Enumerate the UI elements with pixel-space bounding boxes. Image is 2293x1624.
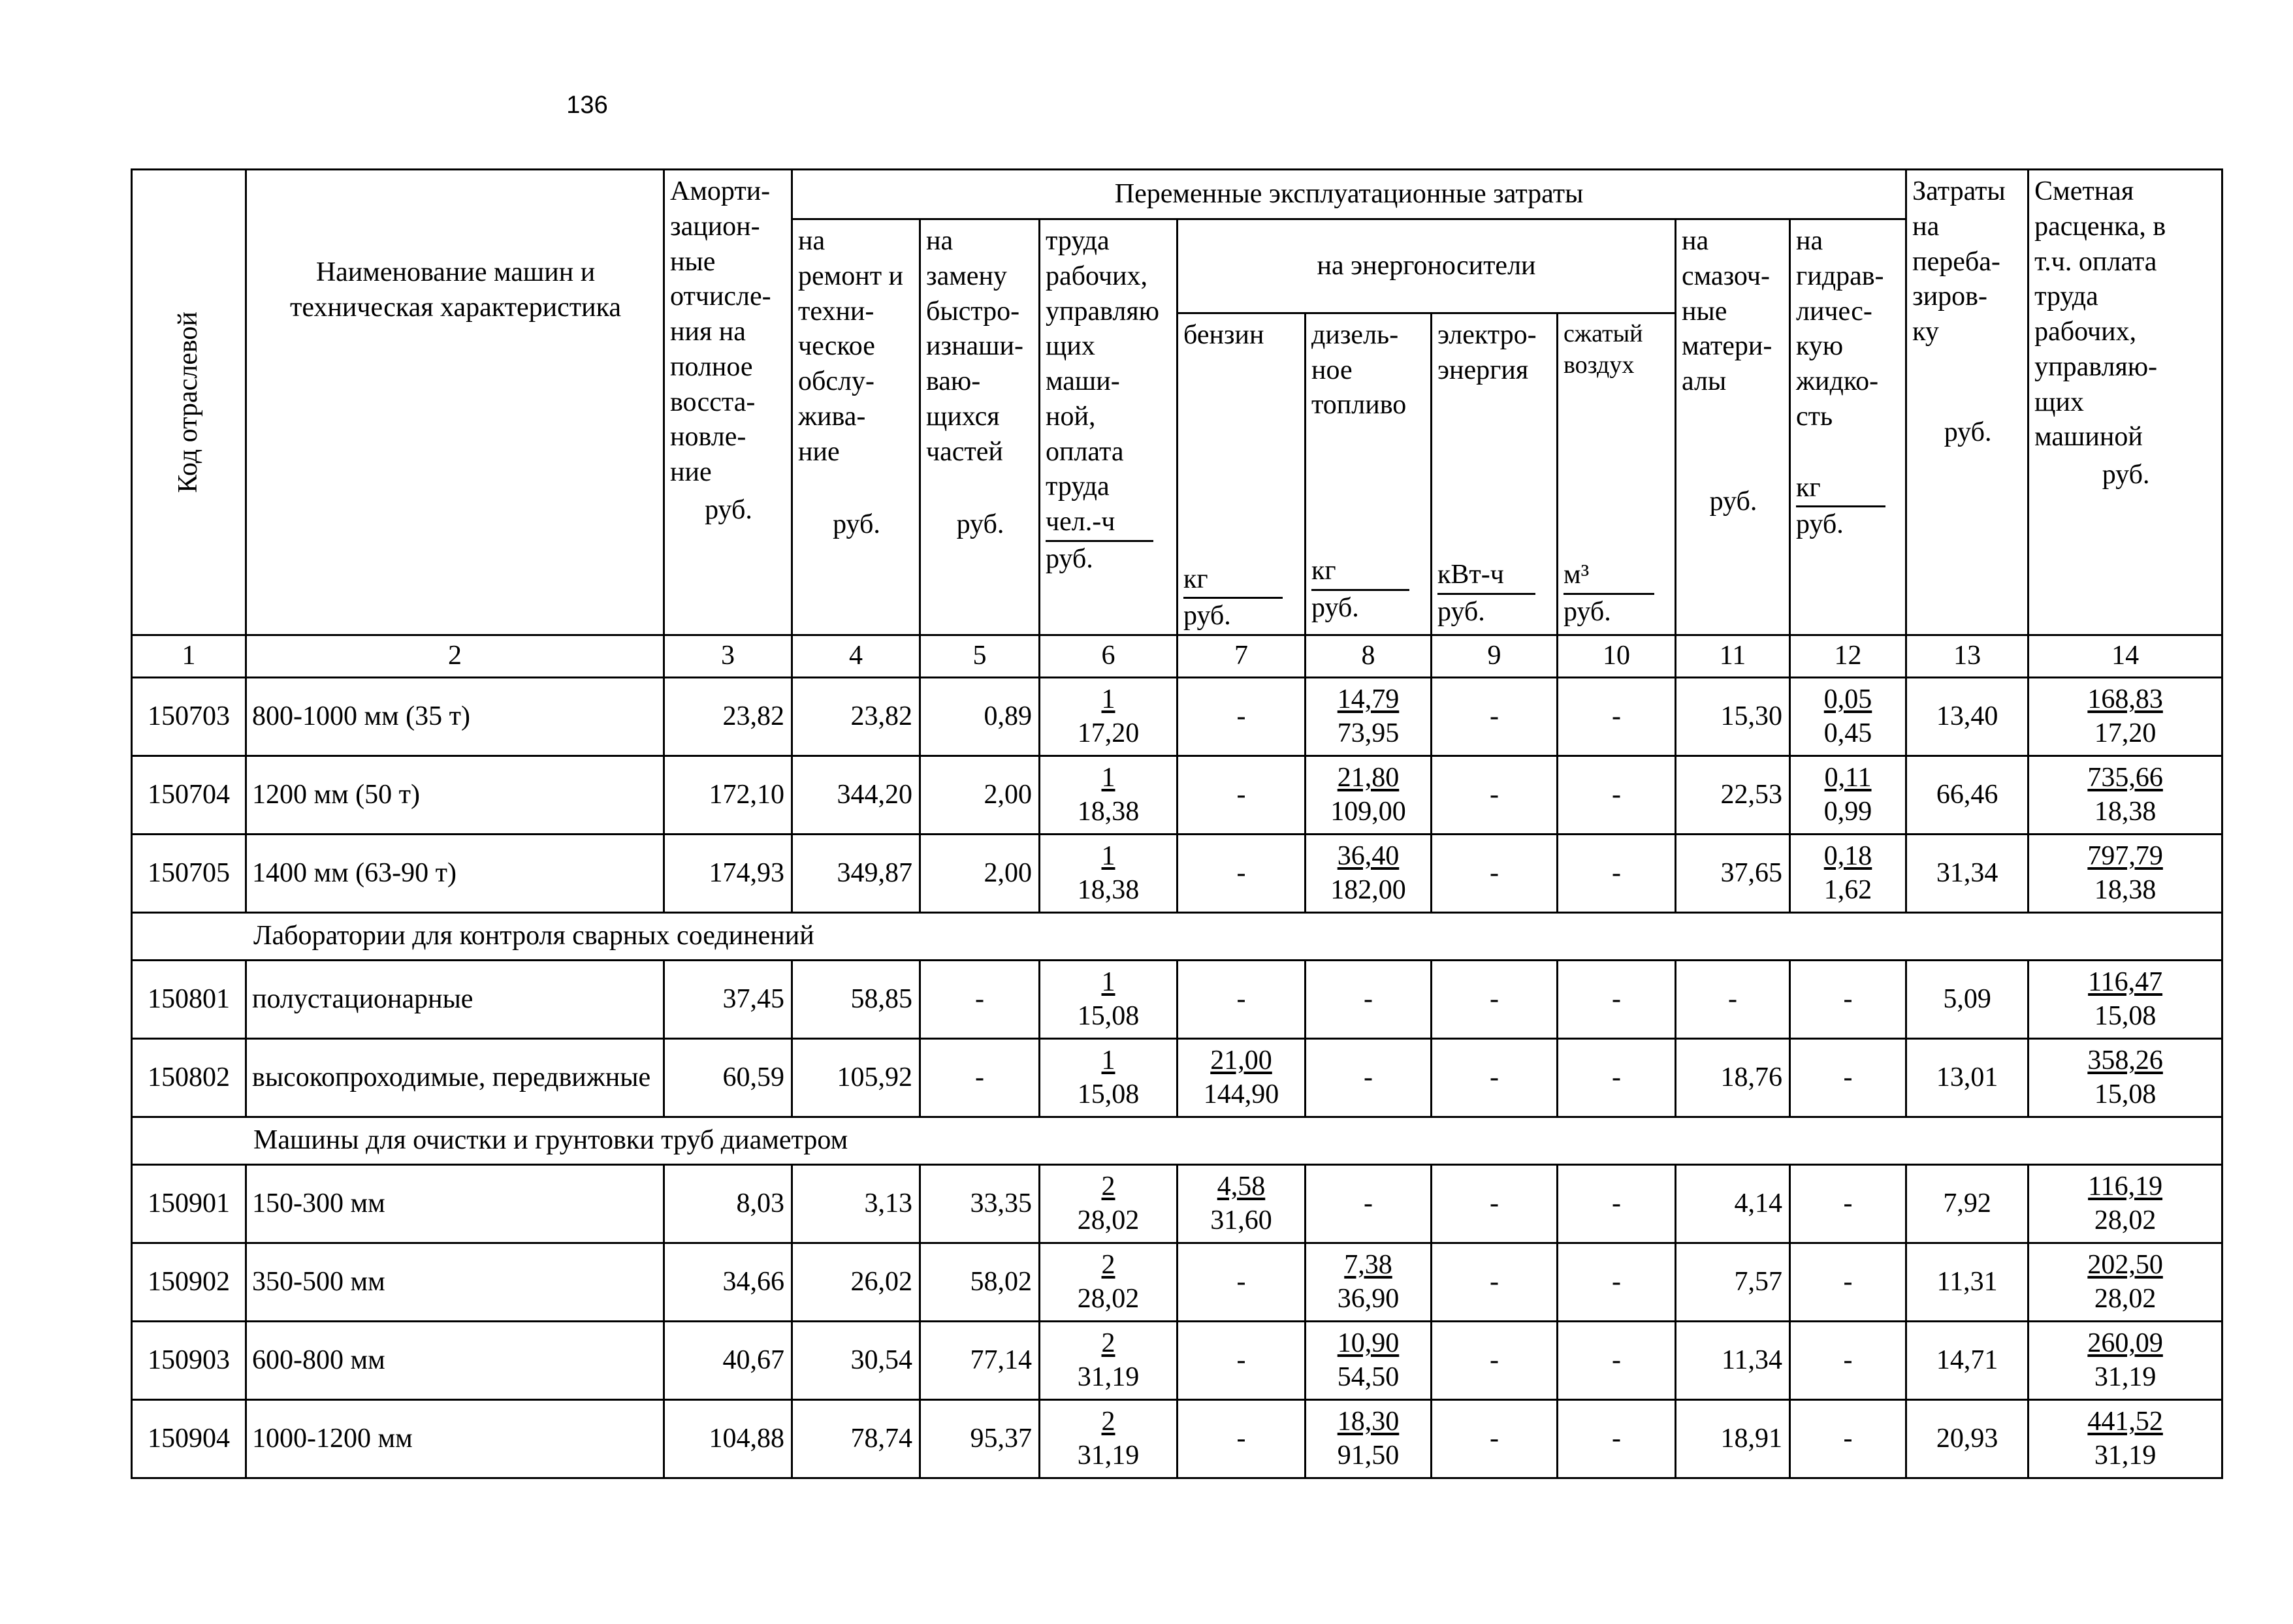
row-air: -	[1558, 1039, 1676, 1117]
column-index-cell: 2	[246, 635, 664, 678]
row-petrol: 21,00 144,90	[1178, 1039, 1306, 1117]
row-name: полустационарные	[246, 961, 664, 1039]
table-row	[132, 1243, 2222, 1322]
row-rebase: 13,40	[1906, 678, 2028, 756]
row-amort: 60,59	[664, 1039, 792, 1117]
column-index-cell: 6	[1040, 635, 1178, 678]
header-estimate: Сметная расценка, в т.ч. оплата труда рабочих, управляю- щих машиной руб.	[2028, 170, 2222, 635]
row-rebase: 66,46	[1906, 756, 2028, 835]
row-labor: 2 31,19	[1040, 1400, 1178, 1478]
row-labor: 1 15,08	[1040, 1039, 1178, 1117]
row-repair: 349,87	[792, 835, 920, 913]
table-row	[132, 835, 2222, 913]
row-hydro: -	[1790, 1165, 1906, 1243]
row-repair: 23,82	[792, 678, 920, 756]
row-name: 350-500 мм	[246, 1243, 664, 1322]
row-lube: 11,34	[1676, 1322, 1790, 1400]
row-petrol: -	[1178, 961, 1306, 1039]
group-row	[132, 913, 2222, 961]
row-amort: 172,10	[664, 756, 792, 835]
header-diesel: дизель- ное топливо кг руб.	[1306, 313, 1432, 635]
header-air: сжатый воздух м³ руб.	[1558, 313, 1676, 635]
row-replace: -	[920, 1039, 1040, 1117]
row-estimate: 202,50 28,02	[2028, 1243, 2222, 1322]
row-repair: 58,85	[792, 961, 920, 1039]
row-diesel: 7,38 36,90	[1306, 1243, 1432, 1322]
column-index-cell: 3	[664, 635, 792, 678]
row-name: высокопроходимые, передвижные	[246, 1039, 664, 1117]
header-petrol: бензин кг руб.	[1178, 313, 1306, 635]
row-amort: 8,03	[664, 1165, 792, 1243]
row-replace: 77,14	[920, 1322, 1040, 1400]
row-electro: -	[1432, 1243, 1558, 1322]
row-replace: -	[920, 961, 1040, 1039]
row-code: 150902	[132, 1243, 246, 1322]
row-repair: 344,20	[792, 756, 920, 835]
row-estimate: 735,66 18,38	[2028, 756, 2222, 835]
row-labor: 2 28,02	[1040, 1243, 1178, 1322]
table-row	[132, 1039, 2222, 1117]
row-electro: -	[1432, 835, 1558, 913]
row-lube: 18,91	[1676, 1400, 1790, 1478]
row-labor: 2 31,19	[1040, 1322, 1178, 1400]
row-rebase: 14,71	[1906, 1322, 2028, 1400]
table-row	[132, 961, 2222, 1039]
row-name: 800-1000 мм (35 т)	[246, 678, 664, 756]
header-replace: на замену быстро- изнаши- ваю- щихся частей руб.	[920, 219, 1040, 635]
row-replace: 2,00	[920, 835, 1040, 913]
row-replace: 2,00	[920, 756, 1040, 835]
row-estimate: 168,83 17,20	[2028, 678, 2222, 756]
row-hydro: -	[1790, 1322, 1906, 1400]
group-row	[132, 1117, 2222, 1165]
row-hydro: 0,18 1,62	[1790, 835, 1906, 913]
row-code: 150802	[132, 1039, 246, 1117]
column-index-cell: 7	[1178, 635, 1306, 678]
row-electro: -	[1432, 1039, 1558, 1117]
header-electro: электро- энергия кВт-ч руб.	[1432, 313, 1558, 635]
row-diesel: 10,90 54,50	[1306, 1322, 1432, 1400]
row-electro: -	[1432, 678, 1558, 756]
row-diesel: -	[1306, 961, 1432, 1039]
row-amort: 37,45	[664, 961, 792, 1039]
column-index-cell: 8	[1306, 635, 1432, 678]
column-index-cell: 11	[1676, 635, 1790, 678]
row-air: -	[1558, 678, 1676, 756]
column-index-cell: 1	[132, 635, 246, 678]
row-lube: 37,65	[1676, 835, 1790, 913]
row-code: 150704	[132, 756, 246, 835]
column-index-cell: 4	[792, 635, 920, 678]
row-electro: -	[1432, 1400, 1558, 1478]
row-air: -	[1558, 961, 1676, 1039]
header-code-text: Код отраслевой	[173, 311, 204, 493]
table-row	[132, 756, 2222, 835]
row-estimate: 358,26 15,08	[2028, 1039, 2222, 1117]
row-electro: -	[1432, 1165, 1558, 1243]
row-name: 600-800 мм	[246, 1322, 664, 1400]
row-rebase: 20,93	[1906, 1400, 2028, 1478]
row-replace: 58,02	[920, 1243, 1040, 1322]
group-title: Лаборатории для контроля сварных соединений	[132, 913, 2222, 961]
row-air: -	[1558, 1322, 1676, 1400]
header-labor: труда рабочих, управляю щих маши- ной, оплата труда чел.-ч руб.	[1040, 219, 1178, 635]
row-labor: 1 18,38	[1040, 835, 1178, 913]
row-code: 150904	[132, 1400, 246, 1478]
page-number: 136	[566, 91, 608, 119]
column-index-cell: 14	[2028, 635, 2222, 678]
row-code: 150705	[132, 835, 246, 913]
row-code: 150703	[132, 678, 246, 756]
row-repair: 26,02	[792, 1243, 920, 1322]
row-lube: 18,76	[1676, 1039, 1790, 1117]
row-labor: 1 18,38	[1040, 756, 1178, 835]
row-lube: 15,30	[1676, 678, 1790, 756]
row-petrol: -	[1178, 756, 1306, 835]
row-petrol: -	[1178, 1322, 1306, 1400]
header-energy: на энергоносители	[1178, 219, 1676, 313]
column-index-cell: 13	[1906, 635, 2028, 678]
row-code: 150901	[132, 1165, 246, 1243]
row-hydro: 0,11 0,99	[1790, 756, 1906, 835]
row-petrol: -	[1178, 1243, 1306, 1322]
row-air: -	[1558, 835, 1676, 913]
row-code: 150801	[132, 961, 246, 1039]
row-electro: -	[1432, 756, 1558, 835]
column-index-cell: 9	[1432, 635, 1558, 678]
row-air: -	[1558, 756, 1676, 835]
row-diesel: 21,80 109,00	[1306, 756, 1432, 835]
row-diesel: -	[1306, 1165, 1432, 1243]
column-index-cell: 10	[1558, 635, 1676, 678]
row-petrol: -	[1178, 1400, 1306, 1478]
header-amort: Аморти- зацион- ные отчисле- ния на полное восста- новле- ние руб.	[664, 170, 792, 635]
row-repair: 3,13	[792, 1165, 920, 1243]
row-petrol: -	[1178, 678, 1306, 756]
row-repair: 30,54	[792, 1322, 920, 1400]
row-petrol: -	[1178, 835, 1306, 913]
column-index-cell: 12	[1790, 635, 1906, 678]
row-amort: 34,66	[664, 1243, 792, 1322]
row-estimate: 116,19 28,02	[2028, 1165, 2222, 1243]
row-lube: 22,53	[1676, 756, 1790, 835]
row-labor: 1 17,20	[1040, 678, 1178, 756]
column-index-row	[132, 635, 2222, 678]
row-air: -	[1558, 1243, 1676, 1322]
header-name: Наименование машин и техническая характеристика	[246, 170, 664, 635]
group-title: Машины для очистки и грунтовки труб диаметром	[132, 1117, 2222, 1165]
row-labor: 2 28,02	[1040, 1165, 1178, 1243]
row-air: -	[1558, 1165, 1676, 1243]
row-hydro: -	[1790, 1243, 1906, 1322]
row-hydro: 0,05 0,45	[1790, 678, 1906, 756]
table-row	[132, 1165, 2222, 1243]
row-electro: -	[1432, 961, 1558, 1039]
row-estimate: 116,47 15,08	[2028, 961, 2222, 1039]
row-amort: 23,82	[664, 678, 792, 756]
row-diesel: -	[1306, 1039, 1432, 1117]
row-repair: 78,74	[792, 1400, 920, 1478]
row-rebase: 13,01	[1906, 1039, 2028, 1117]
row-hydro: -	[1790, 1400, 1906, 1478]
row-amort: 40,67	[664, 1322, 792, 1400]
row-replace: 95,37	[920, 1400, 1040, 1478]
header-rebase: Затраты на переба- зиров- ку руб.	[1906, 170, 2028, 635]
row-rebase: 5,09	[1906, 961, 2028, 1039]
table-row	[132, 678, 2222, 756]
row-hydro: -	[1790, 961, 1906, 1039]
row-estimate: 441,52 31,19	[2028, 1400, 2222, 1478]
row-repair: 105,92	[792, 1039, 920, 1117]
row-rebase: 31,34	[1906, 835, 2028, 913]
row-code: 150903	[132, 1322, 246, 1400]
row-amort: 104,88	[664, 1400, 792, 1478]
machine-cost-table	[131, 168, 2223, 1479]
row-name: 1400 мм (63-90 т)	[246, 835, 664, 913]
row-air: -	[1558, 1400, 1676, 1478]
row-labor: 1 15,08	[1040, 961, 1178, 1039]
row-name: 1200 мм (50 т)	[246, 756, 664, 835]
header-variable: Переменные эксплуатационные затраты	[792, 170, 1906, 219]
row-estimate: 260,09 31,19	[2028, 1322, 2222, 1400]
header-lube: на смазоч- ные матери- алы руб.	[1676, 219, 1790, 635]
header-code	[132, 170, 246, 635]
row-petrol: 4,58 31,60	[1178, 1165, 1306, 1243]
row-name: 150-300 мм	[246, 1165, 664, 1243]
row-lube: 7,57	[1676, 1243, 1790, 1322]
row-diesel: 14,79 73,95	[1306, 678, 1432, 756]
header-repair: на ремонт и техни- ческое обслу- жива- ние руб.	[792, 219, 920, 635]
row-diesel: 36,40 182,00	[1306, 835, 1432, 913]
row-rebase: 7,92	[1906, 1165, 2028, 1243]
row-rebase: 11,31	[1906, 1243, 2028, 1322]
column-index-cell: 5	[920, 635, 1040, 678]
row-lube: -	[1676, 961, 1790, 1039]
table-row	[132, 1400, 2222, 1478]
row-amort: 174,93	[664, 835, 792, 913]
row-name: 1000-1200 мм	[246, 1400, 664, 1478]
row-replace: 0,89	[920, 678, 1040, 756]
row-replace: 33,35	[920, 1165, 1040, 1243]
row-hydro: -	[1790, 1039, 1906, 1117]
table-row	[132, 1322, 2222, 1400]
header-hydro: на гидрав- личес- кую жидко- сть кг руб.	[1790, 219, 1906, 635]
row-estimate: 797,79 18,38	[2028, 835, 2222, 913]
row-diesel: 18,30 91,50	[1306, 1400, 1432, 1478]
row-electro: -	[1432, 1322, 1558, 1400]
row-lube: 4,14	[1676, 1165, 1790, 1243]
